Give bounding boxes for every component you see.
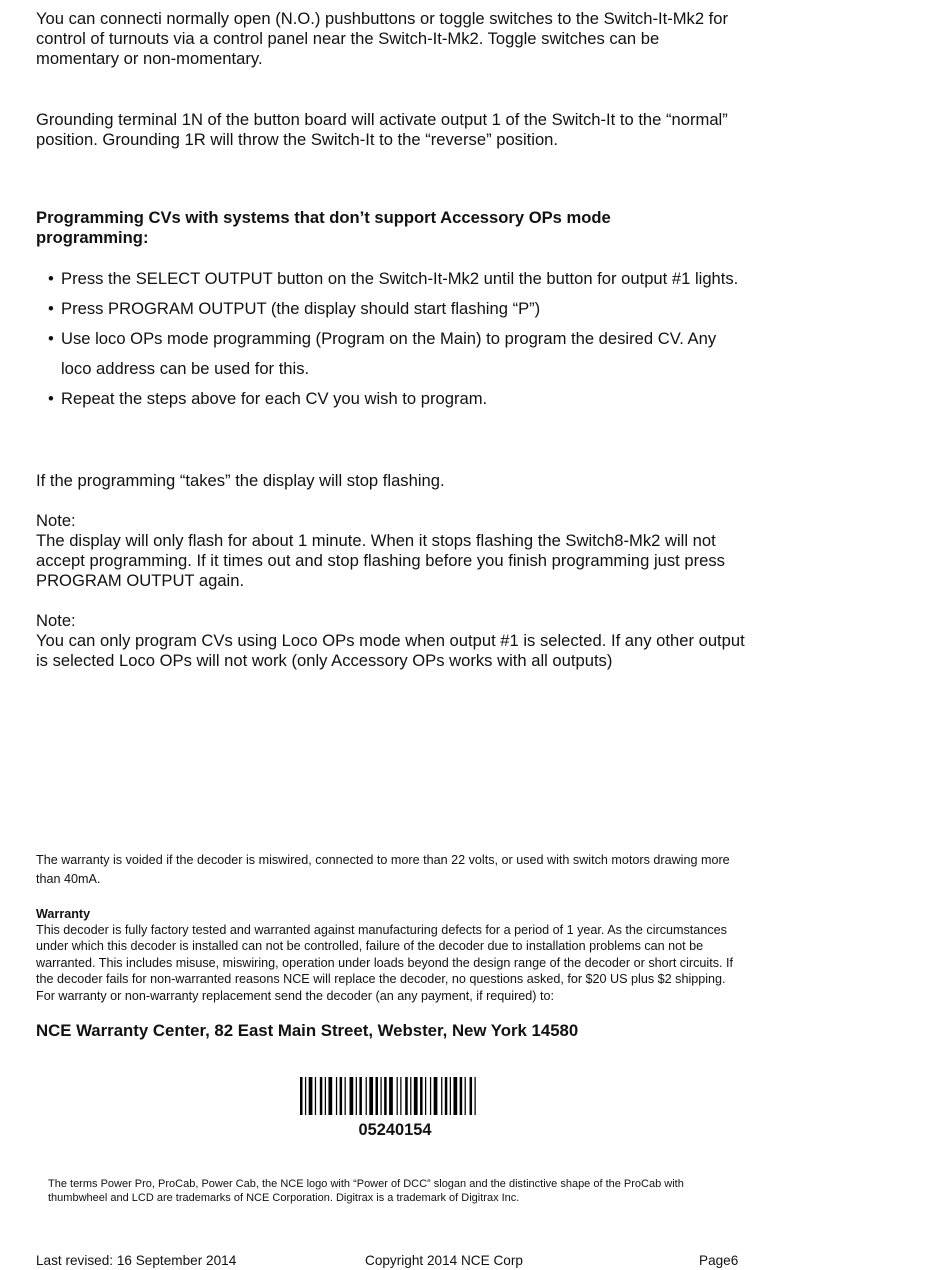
barcode-bar: [345, 1077, 346, 1115]
barcode-bar: [328, 1077, 332, 1115]
barcode-bar: [434, 1077, 438, 1115]
barcode-bar: [305, 1077, 306, 1115]
barcode-bar: [366, 1077, 367, 1115]
barcode-number: 05240154: [358, 1121, 432, 1139]
barcode-bar: [336, 1077, 337, 1115]
barcode-bar: [453, 1077, 457, 1115]
barcode-bar: [410, 1077, 411, 1115]
footer-last-revised: Last revised: 16 September 2014: [36, 1253, 237, 1268]
barcode-bar: [315, 1077, 316, 1115]
barcode-bar: [430, 1077, 431, 1115]
barcode-bar: [350, 1077, 354, 1115]
barcode-bar: [369, 1077, 373, 1115]
barcode-bar: [405, 1077, 408, 1115]
barcode-bar: [400, 1077, 401, 1115]
barcode-bar: [356, 1077, 357, 1115]
barcode-bar: [465, 1077, 466, 1115]
note-label: Note:: [36, 611, 76, 630]
barcode-bar: [397, 1077, 398, 1115]
list-item: • Use loco OPs mode programming (Program on the Main) to program the desired CV. Any loco address can be used for this.: [36, 324, 741, 384]
barcode-bar: [450, 1077, 451, 1115]
footer-copyright: Copyright 2014 NCE Corp: [365, 1253, 523, 1268]
bullet-icon: •: [48, 299, 54, 318]
barcode-bar: [359, 1077, 362, 1115]
barcode-bar: [445, 1077, 448, 1115]
programming-heading: Programming CVs with systems that don’t support Accessory OPs mode programming:: [36, 208, 611, 247]
note-text: The display will only flash for about 1 minute. When it stops flashing the Switch8-Mk2 will not accept programming. If it times out and stop flashing before you finish programming just press PROGRAM OUTPUT again.: [36, 531, 725, 590]
barcode-bar: [420, 1077, 423, 1115]
programming-result: If the programming “takes” the display will stop flashing.: [36, 471, 445, 490]
barcode-bar: [300, 1077, 303, 1115]
barcode-bar: [425, 1077, 426, 1115]
barcode-bar: [376, 1077, 379, 1115]
bullet-icon: •: [48, 269, 54, 288]
footer-page-number: Page6: [699, 1253, 739, 1268]
warranty-title: Warranty: [36, 907, 91, 921]
list-item: • Press PROGRAM OUTPUT (the display should start flashing “P”): [36, 294, 741, 324]
intro-paragraph-grounding: Grounding terminal 1N of the button board will activate output 1 of the Switch-It to the “normal” position. Grounding 1R will throw the Switch-It to the “reverse” position.: [36, 110, 728, 149]
barcode-bar: [340, 1077, 343, 1115]
barcode-bar: [460, 1077, 463, 1115]
note-text: You can only program CVs using Loco OPs mode when output #1 is selected. If any other output is selected Loco OPs will not work (only Accessory OPs works with all outputs): [36, 631, 745, 670]
barcode-bar: [384, 1077, 387, 1115]
barcode-bar: [475, 1077, 476, 1115]
warranty-void-notice: The warranty is voided if the decoder is miswired, connected to more than 22 volts, or used with switch motors drawing more than 40mA.: [36, 853, 730, 886]
barcode-bar: [325, 1077, 326, 1115]
barcode-bar: [414, 1077, 418, 1115]
barcode-bar: [320, 1077, 323, 1115]
barcode-bar: [380, 1077, 381, 1115]
bullet-icon: •: [48, 329, 54, 348]
note-label: Note:: [36, 511, 76, 530]
barcode-bar: [309, 1077, 313, 1115]
barcode-bar: [441, 1077, 442, 1115]
list-item: • Repeat the steps above for each CV you wish to program.: [36, 384, 741, 414]
barcode-bar: [389, 1077, 393, 1115]
warranty-address: NCE Warranty Center, 82 East Main Street, Webster, New York 14580: [36, 1021, 579, 1040]
barcode-image: [300, 1077, 486, 1115]
intro-paragraph-pushbuttons: You can connecti normally open (N.O.) pushbuttons or toggle switches to the Switch-It-Mk2 for control of turnouts via a control panel near the Switch-It-Mk2. Toggle switches can be momentary or non-momentary.: [36, 9, 729, 68]
bullet-icon: •: [48, 389, 54, 408]
barcode-bar: [470, 1077, 473, 1115]
trademark-notice: The terms Power Pro, ProCab, Power Cab, the NCE logo with “Power of DCC” slogan and the distinctive shape of the ProCab with thumbwheel and LCD are trademarks of NCE Corporation. Digitrax is a trademark of Digitrax Inc.: [48, 1178, 684, 1204]
list-item: • Press the SELECT OUTPUT button on the Switch-It-Mk2 until the button for output #1 lights.: [36, 264, 741, 294]
programming-steps-list: [36, 264, 741, 414]
warranty-body: This decoder is fully factory tested and warranted against manufacturing defects for a period of 1 year. As the circumstances under which this decoder is installed can not be controlled, failure of the decoder due to installation problems can not be warranted. This includes misuse, miswiring, operation under loads beyond the design range of the decoder or short circuits. If the decoder fails for non-warranted reasons NCE will replace the decoder, no questions asked, for $20 US plus $2 shipping. For warranty or non-warranty replacement send the decoder (an any payment, if required) to:: [36, 923, 733, 1003]
